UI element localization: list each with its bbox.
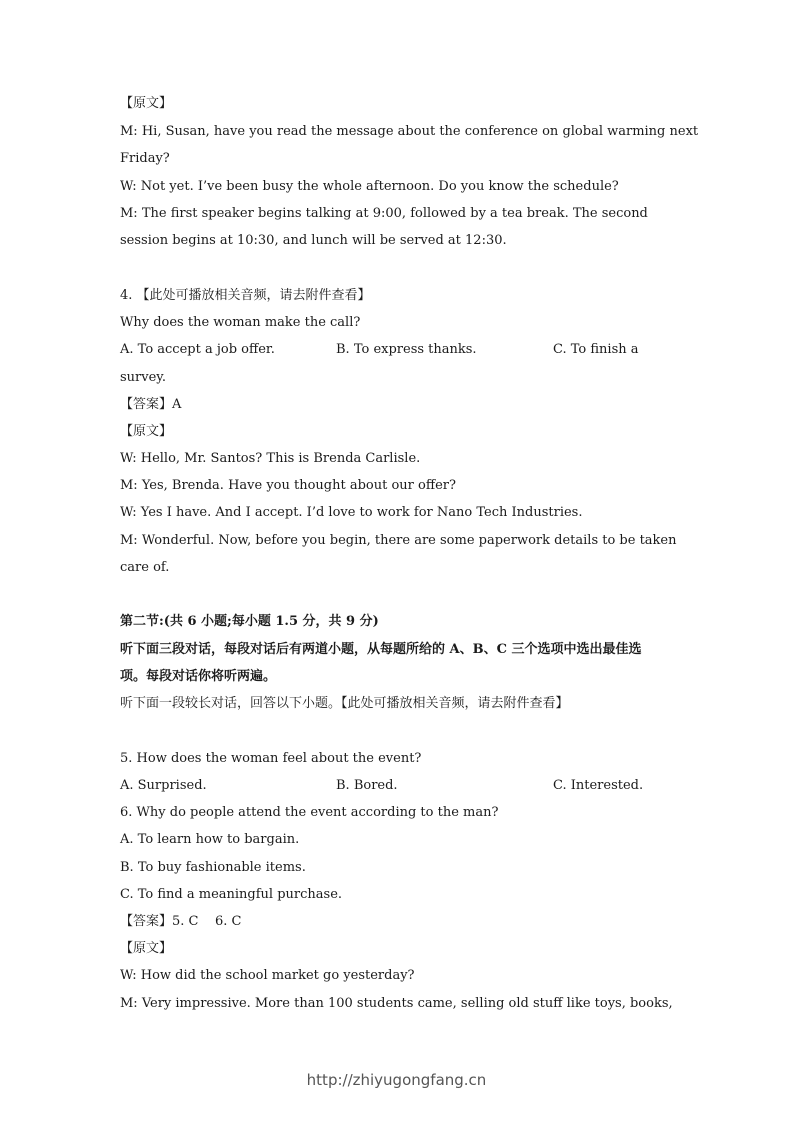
option-c: C. To find a meaningful purchase. [120,887,343,902]
footer-url: http://zhiyugongfang.cn [306,1071,487,1089]
answer: 【答案】5. C 6. C [120,914,242,929]
transcript-line: M: Hi, Susan, have you read the message about the conference on global warming next [120,124,699,139]
answer: 【答案】A [120,397,182,412]
question-header: 4. 【此处可播放相关音频，请去附件查看】 [120,288,371,303]
transcript-line: care of. [120,560,170,575]
option-a: A. To learn how to bargain. [120,832,300,847]
transcript-label: 【原文】 [120,96,173,111]
option-a: A. Surprised. [120,778,207,793]
option-b: B. To buy fashionable items. [120,860,306,875]
option-b: B. Bored. [336,778,398,793]
option-c: C. Interested. [553,778,644,793]
option-b: B. To express thanks. [336,342,477,357]
option-c: C. To finish a [553,342,639,357]
question-text: 5. How does the woman feel about the event? [120,751,422,766]
question-text: Why does the woman make the call? [120,315,361,330]
transcript-line: Friday? [120,151,170,166]
transcript-line: W: Yes I have. And I accept. I’d love to work for Nano Tech Industries. [120,505,583,520]
transcript-line: M: Wonderful. Now, before you begin, there are some paperwork details to be taken [120,533,677,548]
transcript-line: W: Not yet. I’ve been busy the whole afternoon. Do you know the schedule? [120,179,619,194]
transcript-line: session begins at 10:30, and lunch will be served at 12:30. [120,233,507,248]
transcript-line: M: Very impressive. More than 100 students came, selling old stuff like toys, books, [120,996,673,1011]
transcript-line: W: How did the school market go yesterday? [120,968,415,983]
transcript-label: 【原文】 [120,941,173,956]
option-c-continued: survey. [120,370,167,385]
transcript-line: M: The first speaker begins talking at 9:00, followed by a tea break. The second [120,206,648,221]
section-title: 第二节:(共 6 小题;每小题 1.5 分，共 9 分) [120,614,379,629]
section-instructions: 项。每段对话你将听两遍。 [120,669,277,684]
section-instructions: 听下面一段较长对话，回答以下小题。【此处可播放相关音频，请去附件查看】 [120,696,569,711]
question-text: 6. Why do people attend the event according to the man? [120,805,499,820]
transcript-label: 【原文】 [120,424,173,439]
section-instructions: 听下面三段对话，每段对话后有两道小题，从每题所给的 A、B、C 三个选项中选出最佳选 [120,642,642,657]
transcript-line: M: Yes, Brenda. Have you thought about our offer? [120,478,456,493]
transcript-line: W: Hello, Mr. Santos? This is Brenda Carlisle. [120,451,421,466]
option-a: A. To accept a job offer. [120,342,275,357]
